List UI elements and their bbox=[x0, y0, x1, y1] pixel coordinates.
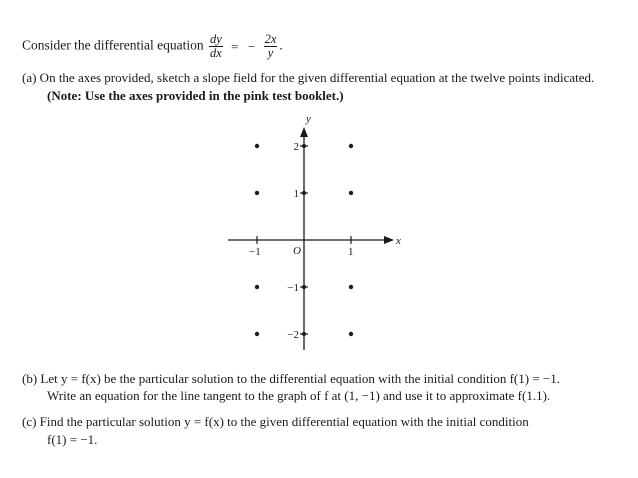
x-axis-label: x bbox=[396, 235, 401, 247]
slope-field-point bbox=[255, 285, 259, 289]
equals-sign: = bbox=[231, 38, 239, 54]
slope-field-point bbox=[302, 191, 306, 195]
part-a-note: (Note: Use the axes provided in the pink test booklet.) bbox=[47, 88, 344, 103]
slope-field-point bbox=[255, 144, 259, 148]
x-tick-label: 1 bbox=[348, 246, 354, 258]
slope-field-point bbox=[255, 191, 259, 195]
part-c-line2: f(1) = −1. bbox=[47, 432, 98, 447]
slope-field-point bbox=[349, 285, 353, 289]
slope-field-point bbox=[255, 332, 259, 336]
equation-period: . bbox=[279, 37, 283, 53]
y-axis-arrowhead bbox=[300, 127, 308, 137]
part-b-line1: (b) Let y = f(x) be the particular solution to the differential equation with the initial condition f(1) = −1. bbox=[22, 371, 560, 386]
origin-label: O bbox=[293, 245, 301, 257]
minus-sign: − bbox=[247, 38, 256, 54]
dy-numerator: dy bbox=[209, 32, 222, 46]
slope-field-point bbox=[349, 332, 353, 336]
y-tick-label: −1 bbox=[287, 282, 299, 294]
x-axis-arrowhead bbox=[384, 236, 394, 244]
intro-text: Consider the differential equation bbox=[22, 37, 204, 53]
slope-field-point bbox=[349, 191, 353, 195]
y-tick-label: 1 bbox=[293, 188, 299, 200]
slope-field-point bbox=[349, 144, 353, 148]
part-b-line2: Write an equation for the line tangent to the graph of f at (1, −1) and use it to approximate f(1.1). bbox=[47, 388, 551, 403]
slope-field-point bbox=[302, 285, 306, 289]
y-tick-label: −2 bbox=[287, 329, 299, 341]
dx-denominator: dx bbox=[209, 46, 222, 60]
part-a-text: (a) On the axes provided, sketch a slope field for the given differential equation at the twelve points indicated. bbox=[22, 70, 595, 85]
rhs-numerator: 2x bbox=[264, 32, 277, 46]
part-c-line1: (c) Find the particular solution y = f(x) to the given differential equation with the initial condition bbox=[22, 414, 529, 429]
slope-field-point bbox=[302, 332, 306, 336]
y-tick-label: 2 bbox=[293, 141, 299, 153]
y-axis-label: y bbox=[306, 113, 311, 125]
x-tick-label: −1 bbox=[249, 246, 261, 258]
slope-field-point bbox=[302, 144, 306, 148]
rhs-denominator: y bbox=[267, 46, 274, 60]
